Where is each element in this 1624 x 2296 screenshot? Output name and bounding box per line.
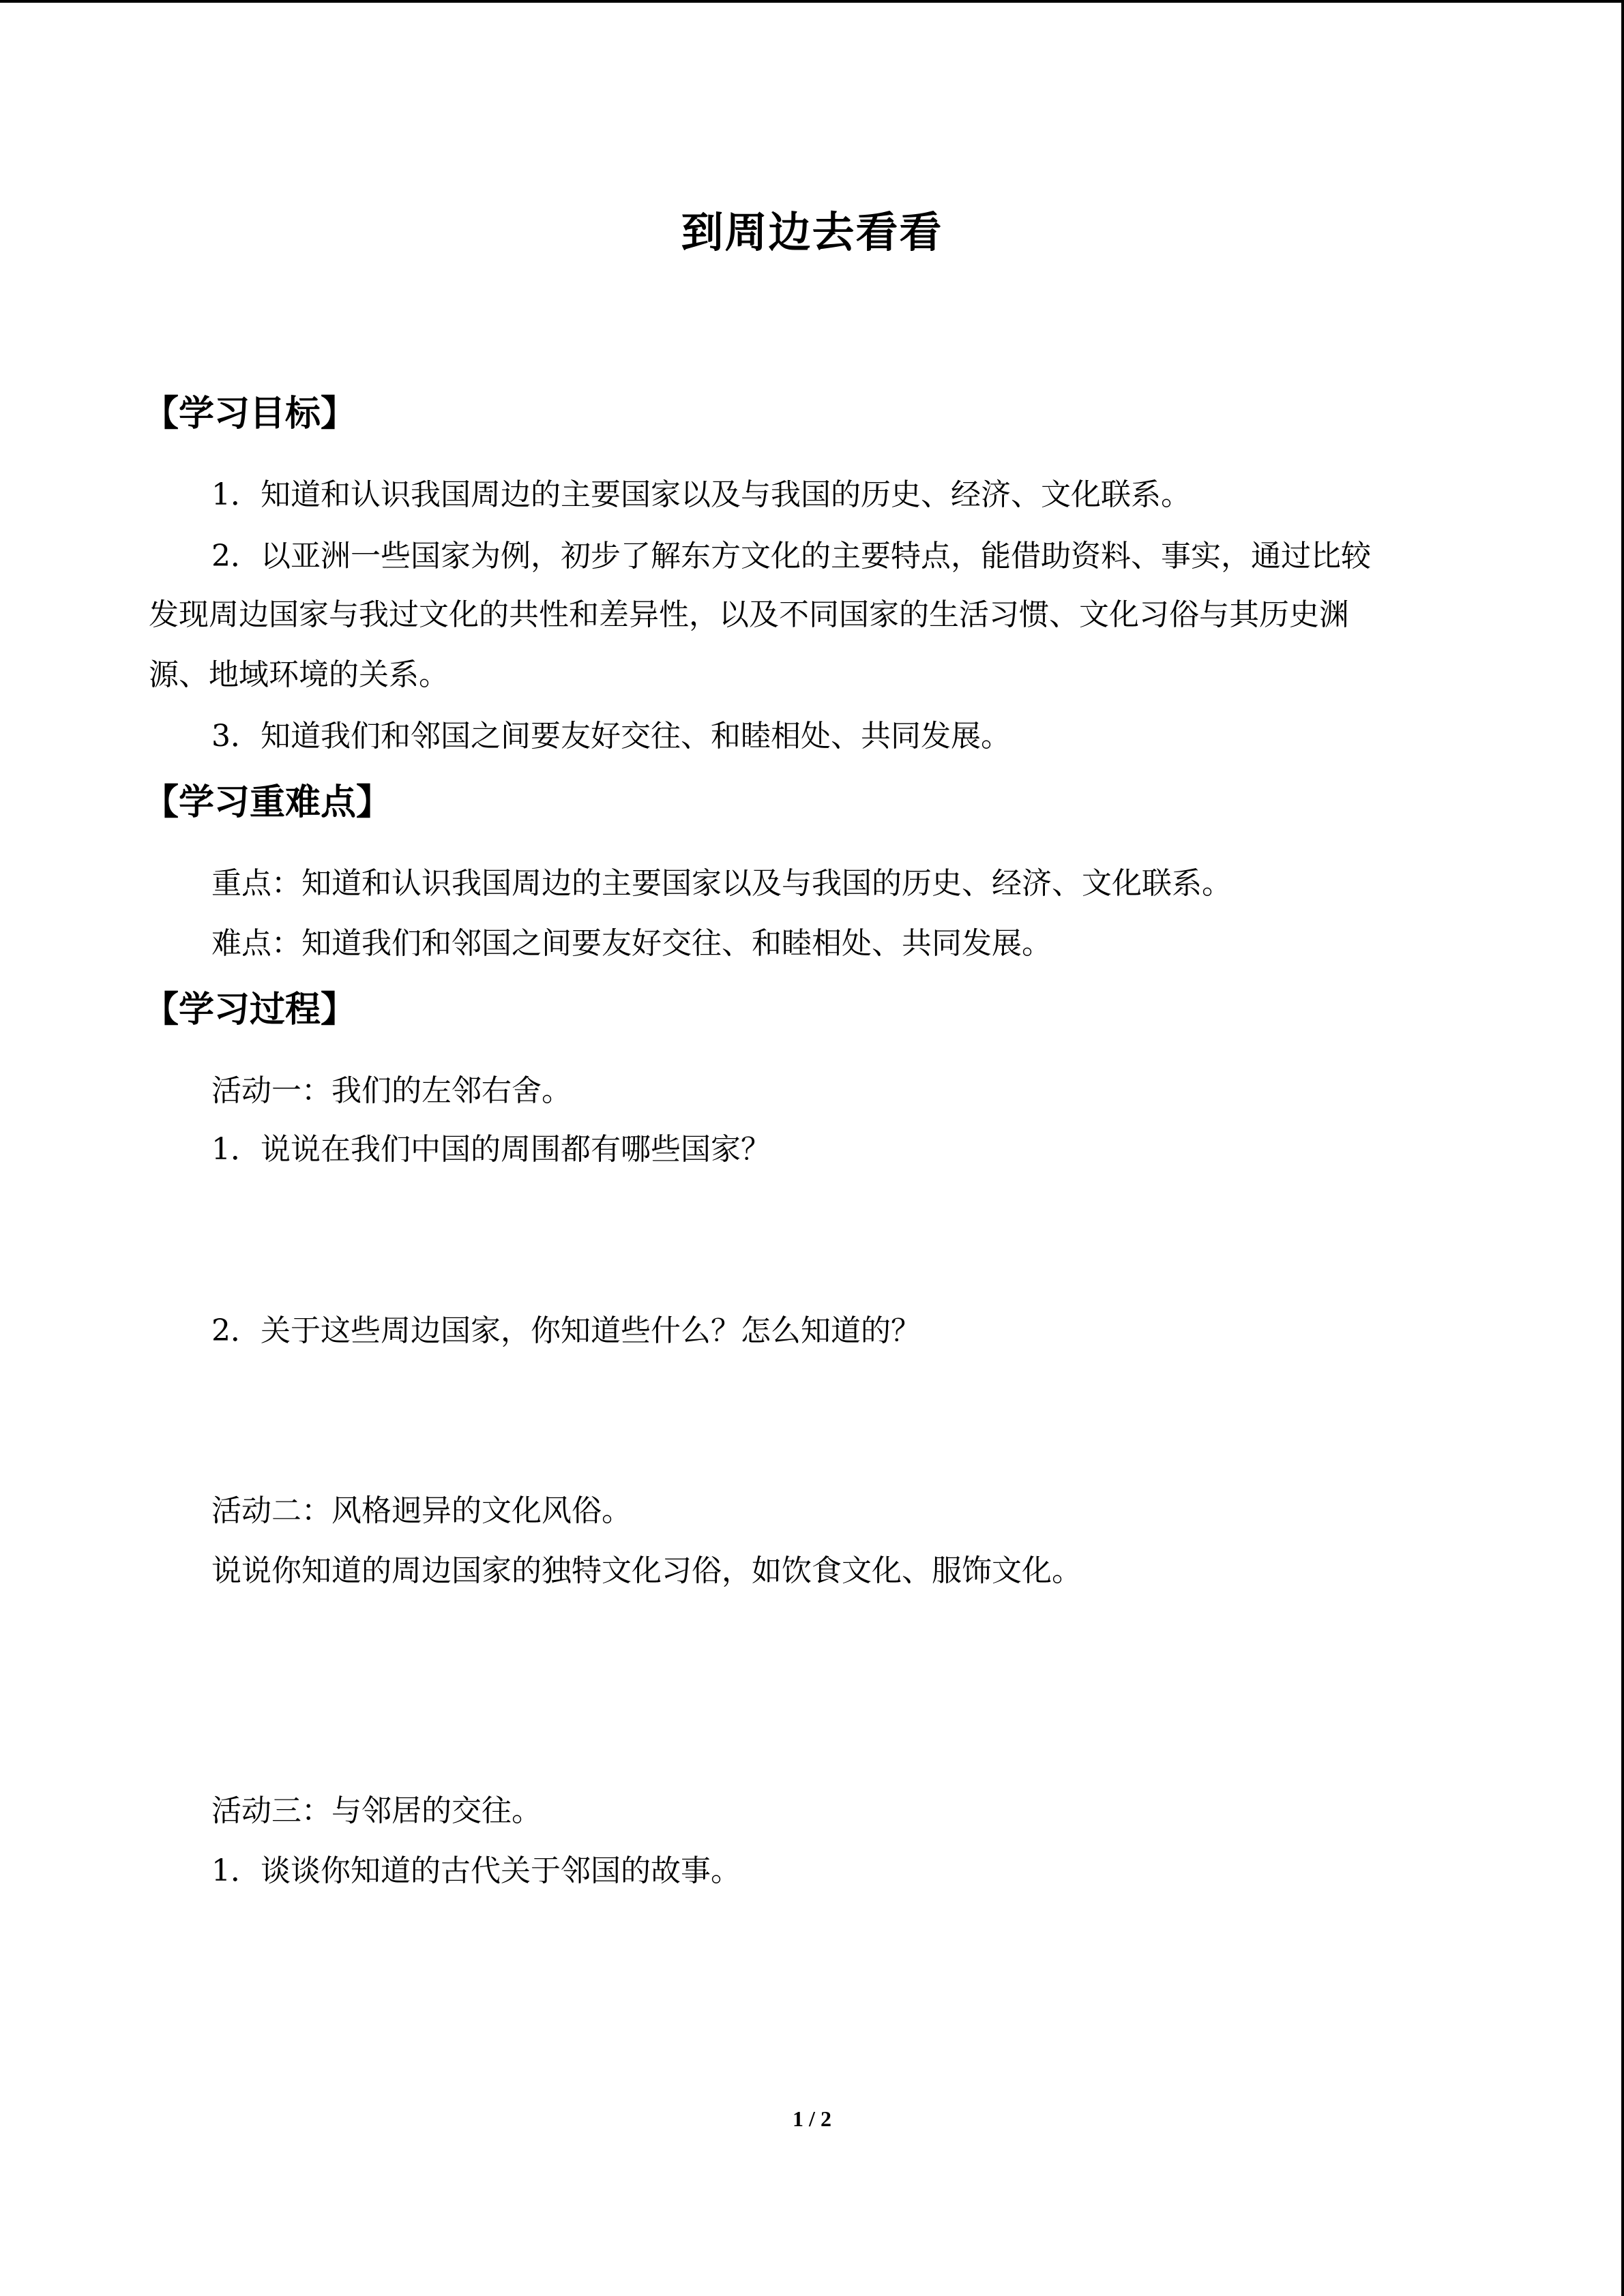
goal-item-2-continued: 发现周边国家与我过文化的共性和差异性，以及不同国家的生活习惯、文化习俗与其历史渊 [149, 597, 1349, 632]
section-heading-key-points: 【学习重难点】 [143, 782, 392, 823]
document-title: 到周边去看看 [681, 207, 943, 257]
section-heading-learning-process: 【学习过程】 [143, 989, 357, 1030]
key-point-line: 重点：知道和认识我国周边的主要国家以及与我国的历史、经济、文化联系。 [211, 866, 1232, 901]
section-heading-learning-goals: 【学习目标】 [143, 393, 357, 434]
activity-1-question-2: 2．关于这些周边国家，你知道些什么？怎么知道的？ [211, 1313, 921, 1348]
goal-item-2: 2．以亚洲一些国家为例，初步了解东方文化的主要特点，能借助资料、事实，通过比较 [211, 539, 1371, 573]
page-number: 1 / 2 [793, 2106, 831, 2131]
activity-3-question-1: 1．谈谈你知道的古代关于邻国的故事。 [211, 1853, 741, 1888]
activity-3-title: 活动三：与邻居的交往。 [211, 1793, 542, 1828]
goal-item-1: 1．知道和认识我国周边的主要国家以及与我国的历史、经济、文化联系。 [211, 477, 1191, 512]
activity-1-question-1: 1．说说在我们中国的周围都有哪些国家？ [211, 1132, 771, 1167]
goal-item-3: 3．知道我们和邻国之间要友好交往、和睦相处、共同发展。 [211, 719, 1011, 754]
activity-1-title: 活动一：我们的左邻右舍。 [211, 1073, 572, 1108]
difficult-point-line: 难点：知道我们和邻国之间要友好交往、和睦相处、共同发展。 [211, 926, 1052, 961]
activity-2-question: 说说你知道的周边国家的独特文化习俗，如饮食文化、服饰文化。 [211, 1553, 1082, 1588]
goal-item-2-continued: 源、地域环境的关系。 [149, 657, 449, 692]
activity-2-title: 活动二：风格迥异的文化风俗。 [211, 1493, 632, 1528]
